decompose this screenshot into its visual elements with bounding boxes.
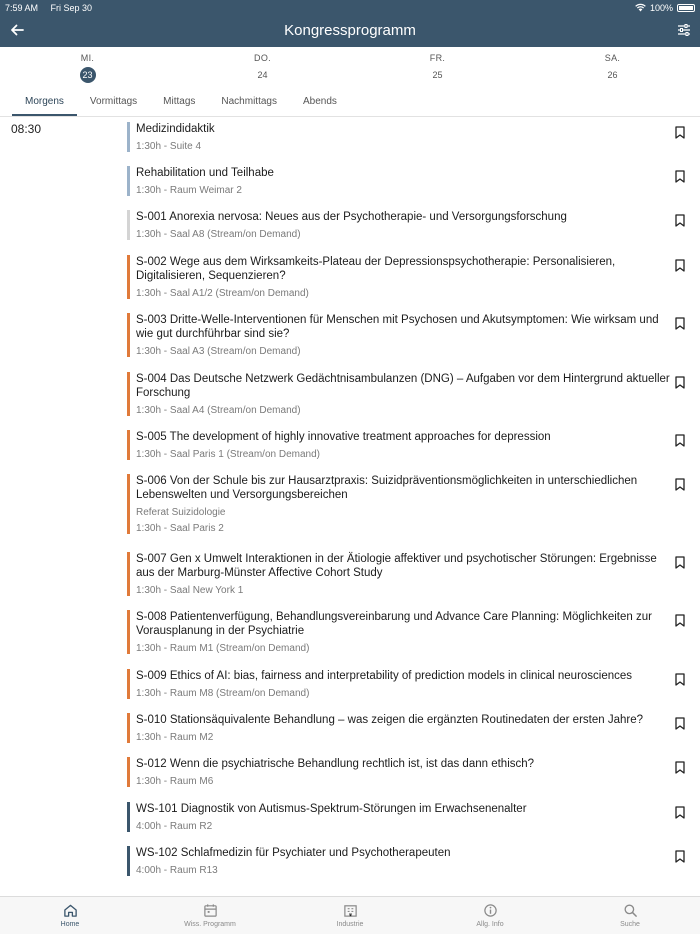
session-item[interactable] — [127, 757, 687, 787]
bookmark-icon[interactable] — [675, 761, 685, 774]
bookmark-icon[interactable] — [675, 614, 685, 627]
building-icon — [343, 903, 358, 918]
session-title: Rehabilitation und Teilhabe — [136, 167, 274, 179]
session-details: 1:30h - Saal A8 (Stream/on Demand) — [136, 229, 301, 240]
session-details: 1:30h - Saal A3 (Stream/on Demand) — [136, 346, 301, 357]
session-details: 1:30h - Saal New York 1 — [136, 585, 244, 596]
tab-vormittags[interactable]: Vormittags — [89, 96, 138, 107]
session-details: 4:00h - Raum R2 — [136, 821, 213, 832]
session-title: S-008 Patientenverfügung, Behandlungsvereinbarung und Advance Care Planning: Möglichkeiten zur Vorausplanung in der Psychiatrie — [136, 611, 652, 637]
calendar-icon — [203, 903, 218, 918]
bookmark-icon[interactable] — [675, 170, 685, 183]
day-name: DO. — [254, 53, 271, 63]
session-title: S-004 Das Deutsche Netzwerk Gedächtnisambulanzen (DNG) – Aufgaben vor dem Hintergrund aktueller Forschung — [136, 373, 670, 399]
day-wednesday[interactable] — [0, 47, 175, 87]
bookmark-icon[interactable] — [675, 376, 685, 389]
tab-morgens[interactable]: Morgens — [12, 92, 77, 116]
nav-home[interactable] — [0, 897, 140, 934]
session-details: 1:30h - Raum M6 — [136, 776, 214, 787]
session-details: 1:30h - Raum M1 (Stream/on Demand) — [136, 643, 310, 654]
nav-label: Home — [60, 921, 80, 928]
nav-label: Suche — [620, 921, 640, 928]
session-title: S-003 Dritte-Welle-Interventionen für Menschen mit Psychosen und Akutsymptomen: Wie wirksam und wie gut durchführbar sind sie? — [136, 314, 659, 340]
session-details: 1:30h - Raum M8 (Stream/on Demand) — [136, 688, 310, 699]
session-title: Medizindidaktik — [136, 123, 215, 135]
session-details: 1:30h - Raum Weimar 2 — [136, 185, 242, 196]
day-saturday[interactable] — [525, 47, 700, 87]
nav-allg-info[interactable] — [420, 897, 560, 934]
bookmark-icon[interactable] — [675, 556, 685, 569]
session-item[interactable] — [127, 313, 687, 357]
bookmark-icon[interactable] — [675, 126, 685, 139]
session-title: S-009 Ethics of AI: bias, fairness and interpretability of prediction models in clinical neurosciences — [136, 670, 633, 682]
session-item[interactable] — [127, 255, 687, 299]
session-item[interactable] — [127, 669, 687, 699]
session-item[interactable] — [127, 372, 687, 416]
session-item[interactable] — [127, 552, 687, 596]
tab-nachmittags[interactable]: Nachmittags — [221, 96, 277, 107]
nav-label: Allg. Info — [476, 921, 504, 928]
tab-mittags[interactable]: Mittags — [163, 96, 196, 107]
bookmark-icon[interactable] — [675, 317, 685, 330]
page-title: Kongressprogramm — [284, 22, 416, 39]
day-name: MI. — [80, 53, 95, 63]
bookmark-icon[interactable] — [675, 850, 685, 863]
session-details: 1:30h - Saal Paris 1 (Stream/on Demand) — [136, 449, 320, 460]
filter-sliders-icon[interactable] — [676, 22, 692, 38]
battery-icon — [677, 4, 695, 12]
session-details: 1:30h - Saal A1/2 (Stream/on Demand) — [136, 288, 309, 299]
day-number: 25 — [432, 70, 443, 80]
session-title: S-001 Anorexia nervosa: Neues aus der Psychotherapie- und Versorgungsforschung — [136, 211, 567, 223]
session-title: S-005 The development of highly innovative treatment approaches for depression — [136, 431, 551, 443]
session-item[interactable] — [127, 846, 687, 876]
wifi-icon — [635, 3, 646, 14]
tab-divider — [0, 116, 700, 117]
session-list[interactable] — [0, 118, 700, 896]
day-name: FR. — [429, 53, 446, 63]
nav-label: Industrie — [336, 921, 364, 928]
day-friday[interactable] — [350, 47, 525, 87]
nav-suche[interactable] — [560, 897, 700, 934]
nav-industrie[interactable] — [280, 897, 420, 934]
nav-label: Wiss. Programm — [184, 921, 236, 928]
session-details: 4:00h - Raum R13 — [136, 865, 218, 876]
session-details: 1:30h - Saal A4 (Stream/on Demand) — [136, 405, 301, 416]
bottom-navigation — [0, 896, 700, 934]
bookmark-icon[interactable] — [675, 434, 685, 447]
session-title: S-007 Gen x Umwelt Interaktionen in der Ätiologie affektiver und psychotischer Störungen: Ergebnisse aus der Marburg-Münster Affective Cohort Study — [136, 553, 657, 579]
day-name: SA. — [604, 53, 621, 63]
time-of-day-tabs — [12, 92, 350, 116]
bookmark-icon[interactable] — [675, 214, 685, 227]
session-title: S-012 Wenn die psychiatrische Behandlung rechtlich ist, ist das dann ethisch? — [136, 758, 535, 770]
session-item[interactable] — [127, 802, 687, 832]
bookmark-icon[interactable] — [675, 259, 685, 272]
status-date: Fri Sep 30 — [50, 3, 93, 13]
bookmark-icon[interactable] — [675, 806, 685, 819]
session-item[interactable] — [127, 210, 687, 240]
bookmark-icon[interactable] — [675, 673, 685, 686]
session-item[interactable] — [127, 610, 687, 654]
session-details: 1:30h - Suite 4 — [136, 141, 202, 152]
session-title: S-006 Von der Schule bis zur Hausarztpraxis: Suizidpräventionsmöglichkeiten in unterschiedlichen Lebenswelten und Versorgungsbereichen — [136, 475, 638, 501]
session-details: 1:30h - Saal Paris 2 — [136, 523, 224, 534]
time-slot-label: 08:30 — [11, 122, 42, 136]
day-thursday[interactable] — [175, 47, 350, 87]
day-selector — [0, 47, 700, 87]
session-note: Referat Suizidologie — [136, 507, 226, 518]
session-title: S-002 Wege aus dem Wirksamkeits-Plateau der Depressionspsychotherapie: Personalisieren, Digitalisieren, Sequenzieren? — [136, 256, 616, 282]
bookmark-icon[interactable] — [675, 717, 685, 730]
day-number: 26 — [607, 70, 618, 80]
session-item[interactable] — [127, 474, 687, 534]
top-bar — [0, 0, 700, 47]
session-title: S-010 Stationsäquivalente Behandlung – was zeigen die ergänzten Routinedaten der ersten Jahre? — [136, 714, 643, 726]
nav-wiss-programm[interactable] — [140, 897, 280, 934]
day-number: 24 — [257, 70, 268, 80]
info-icon — [483, 903, 498, 918]
day-number-selected: 23 — [80, 67, 96, 83]
status-time: 7:59 AM — [5, 3, 39, 13]
session-item[interactable] — [127, 122, 687, 152]
session-title: WS-102 Schlafmedizin für Psychiater und Psychotherapeuten — [136, 847, 451, 859]
session-details: 1:30h - Raum M2 — [136, 732, 214, 743]
battery-percent: 100% — [649, 3, 673, 13]
session-item[interactable] — [127, 430, 687, 460]
home-icon — [63, 903, 78, 918]
session-title: WS-101 Diagnostik von Autismus-Spektrum-Störungen im Erwachsenenalter — [136, 803, 527, 815]
search-icon — [623, 903, 638, 918]
bookmark-icon[interactable] — [675, 478, 685, 491]
session-item[interactable] — [127, 166, 687, 196]
tab-abends[interactable]: Abends — [302, 96, 337, 107]
session-item[interactable] — [127, 713, 687, 743]
status-bar — [5, 2, 695, 14]
